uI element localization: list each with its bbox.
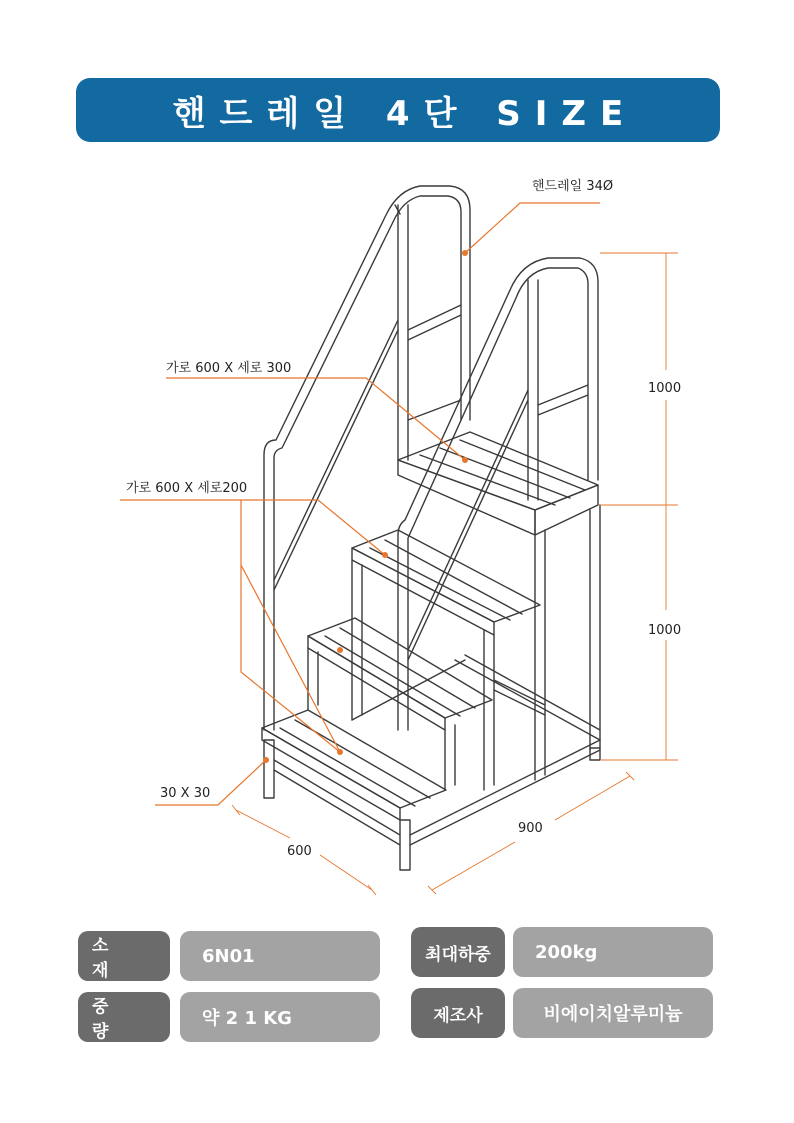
weight-value: 약 2 1 KG (202, 1008, 292, 1029)
dimension-lines (232, 253, 678, 895)
page-title: 핸드레일 4단 SIZE (172, 93, 638, 134)
height-upper-label: 1000 (648, 381, 682, 396)
material-value: 6N01 (202, 945, 255, 967)
maker-label: 제조사 (433, 1005, 483, 1026)
post-size-label: 30 X 30 (160, 786, 211, 801)
max-load-value-cell (513, 927, 713, 977)
width-label: 600 (287, 844, 312, 859)
max-load-value: 200kg (535, 941, 598, 963)
max-load-label: 최대하중 (425, 944, 491, 965)
material-label: 소 재 (92, 936, 123, 981)
maker-label-cell (411, 988, 505, 1038)
weight-label: 중 량 (92, 997, 123, 1042)
maker-value-cell (513, 988, 713, 1038)
stair-frame (262, 186, 600, 870)
max-load-label-cell (411, 927, 505, 977)
material-value-cell (180, 931, 380, 981)
weight-label-cell (78, 992, 170, 1042)
weight-value-cell (180, 992, 380, 1042)
height-lower-label: 1000 (648, 623, 682, 638)
maker-value: 비에이치알루미늄 (543, 1004, 683, 1025)
depth-label: 900 (518, 821, 543, 836)
lower-steps-label: 가로 600 X 세로200 (126, 481, 248, 496)
handrail-label: 핸드레일 34Ø (532, 179, 614, 194)
top-step-label: 가로 600 X 세로 300 (166, 361, 292, 376)
material-label-cell (78, 931, 170, 981)
